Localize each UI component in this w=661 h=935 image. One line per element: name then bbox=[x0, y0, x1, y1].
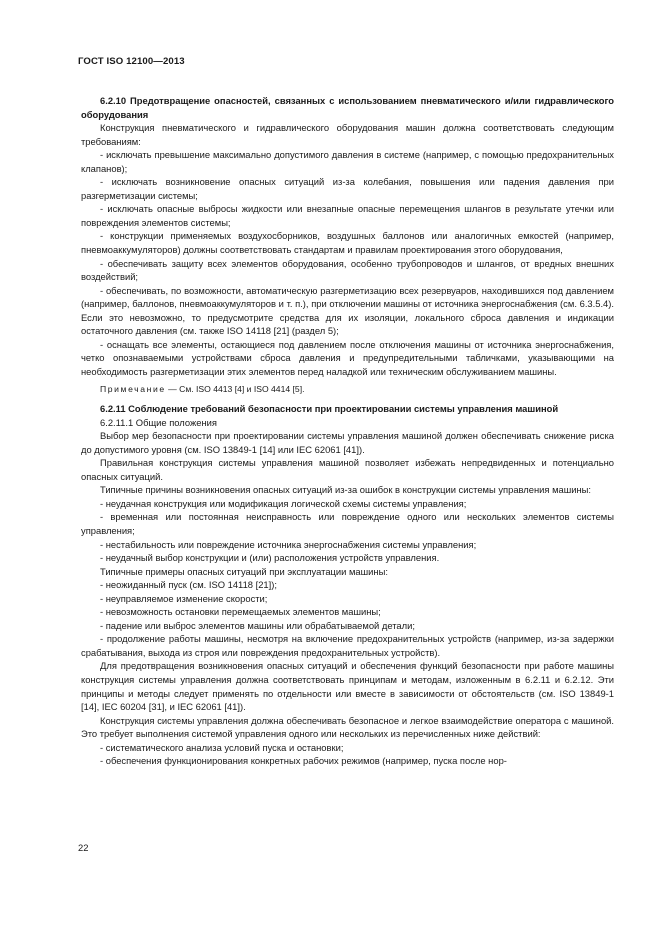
list-item: - систематического анализа условий пуска и остановки; bbox=[100, 741, 344, 753]
list-item: - оснащать все элементы, остающиеся под давлением после отключения машины от источника энергоснабжения, четко опознаваемыми устройствами сброса давления и предупредительными табличками, указывающими на необходимость разгерметизации этих элементов перед наладкой или техническим обслуживанием машины. bbox=[81, 338, 614, 377]
paragraph: Выбор мер безопасности при проектировании системы управления машиной должен обеспечивать снижение риска до допустимого уровня (см. ISO 13849-1 [14] или IEC 62061 [41]). bbox=[81, 430, 614, 455]
list-item: - падение или выброс элементов машины или обрабатываемой детали; bbox=[100, 619, 415, 631]
list-item: - обеспечения функционирования конкретных рабочих режимов (например, пуска после нор- bbox=[100, 755, 507, 767]
paragraph: Для предотвращения возникновения опасных ситуаций и обеспечения функций безопасности при работе машины конструкция системы управления должна соответствовать принципам и методам, изложенным в 6.2.11 и 6.2.12. Эти принципы и методы следует применять по отдельности или вместе в зависимости от обстоятельств (см. ISO 13849-1 [14], IEC 60204 [31], и IEC 62061 [41]). bbox=[81, 660, 614, 713]
note-text: — См. ISO 4413 [4] и ISO 4414 [5]. bbox=[165, 384, 305, 395]
list-item: - исключать превышение максимально допустимого давления в системе (например, с помощью предохранительных клапанов); bbox=[81, 149, 614, 174]
page-number: 22 bbox=[78, 842, 89, 853]
paragraph: Конструкция системы управления должна обеспечивать безопасное и легкое взаимодействие оператора с машиной. Это требует выполнения системой управления одного или нескольких из перечисленных ниже действий: bbox=[81, 714, 614, 740]
paragraph: Типичные примеры опасных ситуаций при эксплуатации машины: bbox=[100, 565, 388, 577]
paragraph: Правильная конструкция системы управления машиной позволяет избежать непредвиденных и потенциально опасных ситуаций. bbox=[81, 457, 614, 482]
section-heading-6-2-11: 6.2.11 Соблюдение требований безопасности при проектировании системы управления машиной bbox=[100, 403, 559, 415]
subsection-heading: 6.2.11.1 Общие положения bbox=[100, 416, 217, 428]
list-item: - неудачный выбор конструкции и (или) расположения устройств управления. bbox=[100, 552, 440, 564]
list-item: - неожиданный пуск (см. ISO 14118 [21]); bbox=[100, 579, 277, 591]
paragraph: Конструкция пневматического и гидравлического оборудования машин должна соответствовать следующим требованиям: bbox=[81, 122, 614, 147]
note bbox=[81, 383, 614, 397]
list-item: - временная или постоянная неисправность или повреждение одного или нескольких элементов системы управления; bbox=[81, 511, 614, 536]
list-item: - нестабильность или повреждение источника энергоснабжения системы управления; bbox=[100, 538, 477, 550]
list-item: - обеспечивать, по возможности, автоматическую разгерметизацию всех резервуаров, находившихся под давлением (например, баллонов, пневмоаккумуляторов и т. п.), при отключении машины от источника энергоснабжения (см. 6.3.5.4). Если это невозможно, то предусмотрите средства для их изоляции, локального сброса давления и индикации остаточного давления (см. также ISO 14118 [21] (раздел 5); bbox=[81, 284, 614, 337]
paragraph: Типичные причины возникновения опасных ситуаций из-за ошибок в конструкции системы управления машины: bbox=[100, 484, 592, 496]
list-item: - исключать опасные выбросы жидкости или внезапные опасные перемещения шлангов в результате утечки или повреждения элементов системы; bbox=[81, 203, 614, 228]
list-item: - исключать возникновение опасных ситуаций из-за колебания, повышения или падения давления при разгерметизации системы; bbox=[81, 176, 614, 201]
section-heading-6-2-10: 6.2.10 Предотвращение опасностей, связанных с использованием пневматического и/или гидравлического оборудования bbox=[81, 95, 614, 120]
note-label: Примечание bbox=[100, 384, 166, 395]
list-item: - неудачная конструкция или модификация логической схемы системы управления; bbox=[100, 497, 467, 509]
list-item: - невозможность остановки перемещаемых элементов машины; bbox=[100, 606, 381, 618]
document-body bbox=[81, 88, 614, 768]
list-item: - продолжение работы машины, несмотря на включение предохранительных устройств (например, из-за задержки срабатывания, выхода из строя или повреждения предохранительных устройств). bbox=[81, 633, 614, 658]
list-item: - обеспечивать защиту всех элементов оборудования, особенно трубопроводов и шлангов, от вредных внешних воздействий; bbox=[81, 257, 614, 283]
document-header: ГОСТ ISO 12100—2013 bbox=[78, 56, 185, 67]
list-item: - неуправляемое изменение скорости; bbox=[100, 592, 268, 604]
list-item: - конструкции применяемых воздухосборников, воздушных баллонов или аналогичных емкостей (например, пневмоаккумуляторов) должны соответствовать стандартам и правилам проектирования этого оборудования, bbox=[81, 230, 614, 256]
